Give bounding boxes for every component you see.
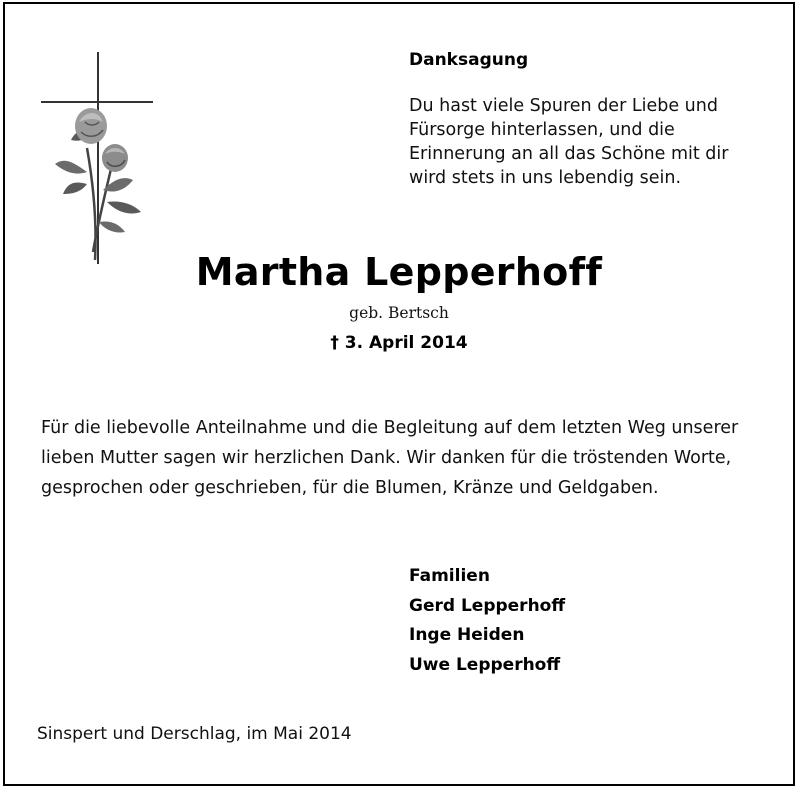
obituary-notice [3, 2, 795, 786]
thanks-text [41, 413, 771, 503]
signatory: Familien [409, 566, 490, 586]
signatory: Inge Heiden [409, 625, 525, 645]
quote-line: wird stets in uns lebendig sein. [409, 168, 682, 188]
quote-line: Erinnerung an all das Schöne mit dir [409, 144, 729, 164]
signatory: Uwe Lepperhoff [409, 654, 561, 675]
signatory: Gerd Lepperhoff [409, 595, 566, 616]
thanks-line: Für die liebevolle Anteilnahme und die Begleitung auf dem letzten Weg unserer [41, 418, 739, 438]
place-and-date: Sinspert und Derschlag, im Mai 2014 [37, 724, 352, 744]
thanks-heading: Danksagung [409, 50, 529, 70]
death-date: † 3. April 2014 [330, 333, 468, 353]
thanks-line: lieben Mutter sagen wir herzlichen Dank. Wir danken für die tröstenden Worte, [41, 448, 732, 468]
cross-with-roses-icon [41, 52, 157, 264]
thanks-line: gesprochen oder geschrieben, für die Blumen, Kränze und Geldgaben. [41, 478, 659, 498]
maiden-name: geb. Bertsch [349, 304, 449, 322]
quote-line: Du hast viele Spuren der Liebe und [409, 96, 718, 116]
quote-line: Fürsorge hinterlassen, und die [409, 120, 675, 140]
signatories [409, 562, 565, 680]
deceased-name: Martha Lepperhoff [195, 250, 603, 294]
memorial-quote [409, 94, 769, 190]
